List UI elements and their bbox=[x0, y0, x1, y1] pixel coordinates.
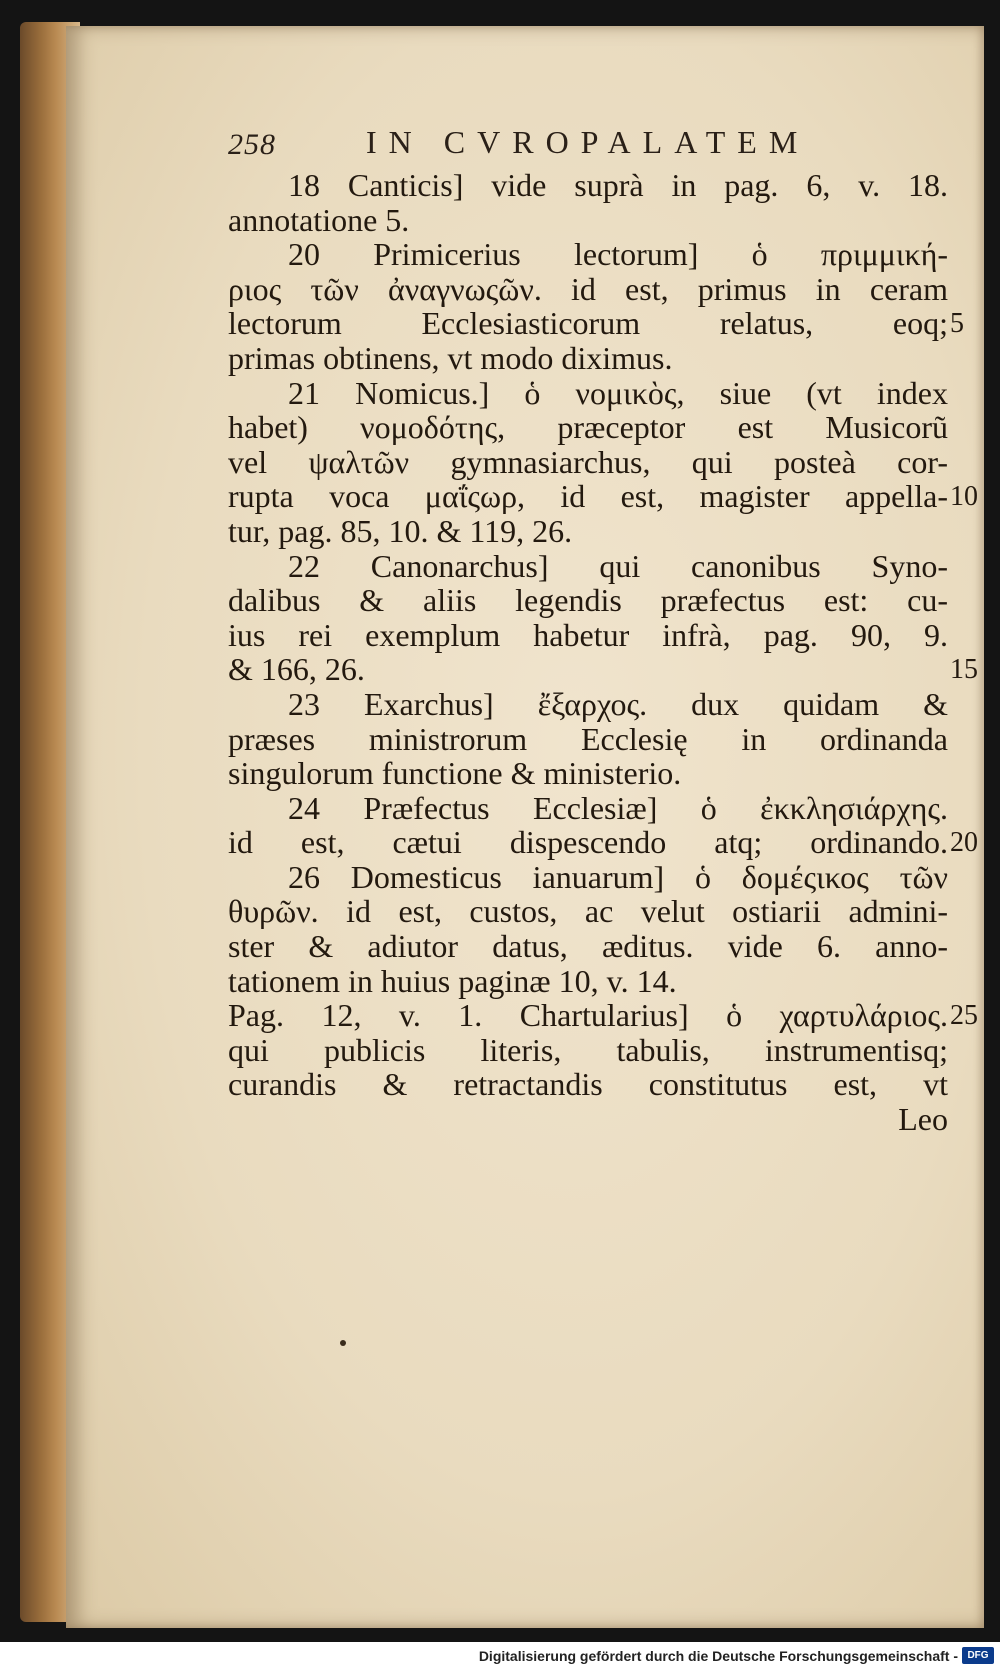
text-line: ster & adiutor datus, æditus. vide 6. anno- bbox=[228, 928, 948, 965]
text-line: præses ministrorum Ecclesię in ordinanda bbox=[228, 720, 948, 757]
footer-credit: Digitalisierung gefördert durch die Deutsche Forschungsgemeinschaft - bbox=[478, 1648, 958, 1664]
text-line: ριος τῶν ἀναγνωςῶν. id est, primus in ceram bbox=[228, 270, 948, 307]
text-line: annotatione 5. bbox=[228, 201, 410, 238]
text-line: habet) νομοδότης, præceptor est Musicorũ bbox=[228, 409, 948, 446]
text-line: singulorum functione & ministerio. bbox=[228, 755, 682, 792]
text-line: 26 Domesticus ianuarum] ὁ δομέςικος τῶν bbox=[288, 858, 948, 895]
text-line: ius rei exemplum habetur infrà, pag. 90, 9. bbox=[228, 616, 948, 653]
text-line: 21 Nomicus.] ὁ νομικὸς, siue (vt index bbox=[288, 374, 948, 411]
running-title: IN CVROPALATEM bbox=[366, 124, 810, 160]
text-line: 24 Præfectus Ecclesiæ] ὁ ἐκκλησιάρχης. bbox=[288, 789, 948, 826]
text-line: tationem in huius paginæ 10, v. 14. bbox=[228, 962, 677, 999]
margin-line-number: 15 bbox=[950, 654, 978, 686]
text-line: θυρῶν. id est, custos, ac velut ostiarii admini- bbox=[228, 893, 948, 930]
margin-line-number: 5 bbox=[950, 308, 964, 340]
text-line: dalibus & aliis legendis præfectus est: cu- bbox=[228, 582, 948, 619]
margin-line-number: 10 bbox=[950, 481, 978, 513]
text-line: 22 Canonarchus] qui canonibus Syno- bbox=[288, 547, 948, 584]
page-number: 258 bbox=[228, 128, 276, 161]
text-line: Pag. 12, v. 1. Chartularius] ὁ χαρτυλάριος. bbox=[228, 997, 948, 1034]
text-line: lectorum Ecclesiasticorum relatus, eoq; bbox=[228, 305, 948, 342]
margin-line-number: 20 bbox=[950, 827, 978, 859]
text-line: rupta voca μαΐςωρ, id est, magister appella- bbox=[228, 478, 948, 515]
ink-speck bbox=[340, 1340, 346, 1346]
text-line: curandis & retractandis constitutus est, vt bbox=[228, 1066, 948, 1103]
text-line: Leo bbox=[898, 1101, 948, 1138]
running-head bbox=[228, 118, 948, 166]
text-line: tur, pag. 85, 10. & 119, 26. bbox=[228, 512, 573, 549]
text-line: primas obtinens, vt modo diximus. bbox=[228, 339, 673, 376]
text-line: 20 Primicerius lectorum] ὁ πριμμική- bbox=[288, 236, 948, 273]
text-line: & 166, 26. bbox=[228, 651, 365, 688]
text-line: qui publicis literis, tabulis, instrumentisq; bbox=[228, 1031, 948, 1068]
text-block bbox=[228, 168, 948, 1137]
text-line: 18 Canticis] vide suprà in pag. 6, v. 18. bbox=[288, 167, 948, 203]
text-line: vel ψαλτῶν gymnasiarchus, qui posteà cor- bbox=[228, 443, 948, 480]
text-line: 23 Exarchus] ἔξαρχος. dux quidam & bbox=[288, 685, 948, 722]
dfg-logo-icon: DFG bbox=[962, 1647, 994, 1664]
text-line: id est, cætui dispescendo atq; ordinando. bbox=[228, 824, 948, 861]
margin-line-number: 25 bbox=[950, 1000, 978, 1032]
footer bbox=[0, 1644, 1000, 1670]
